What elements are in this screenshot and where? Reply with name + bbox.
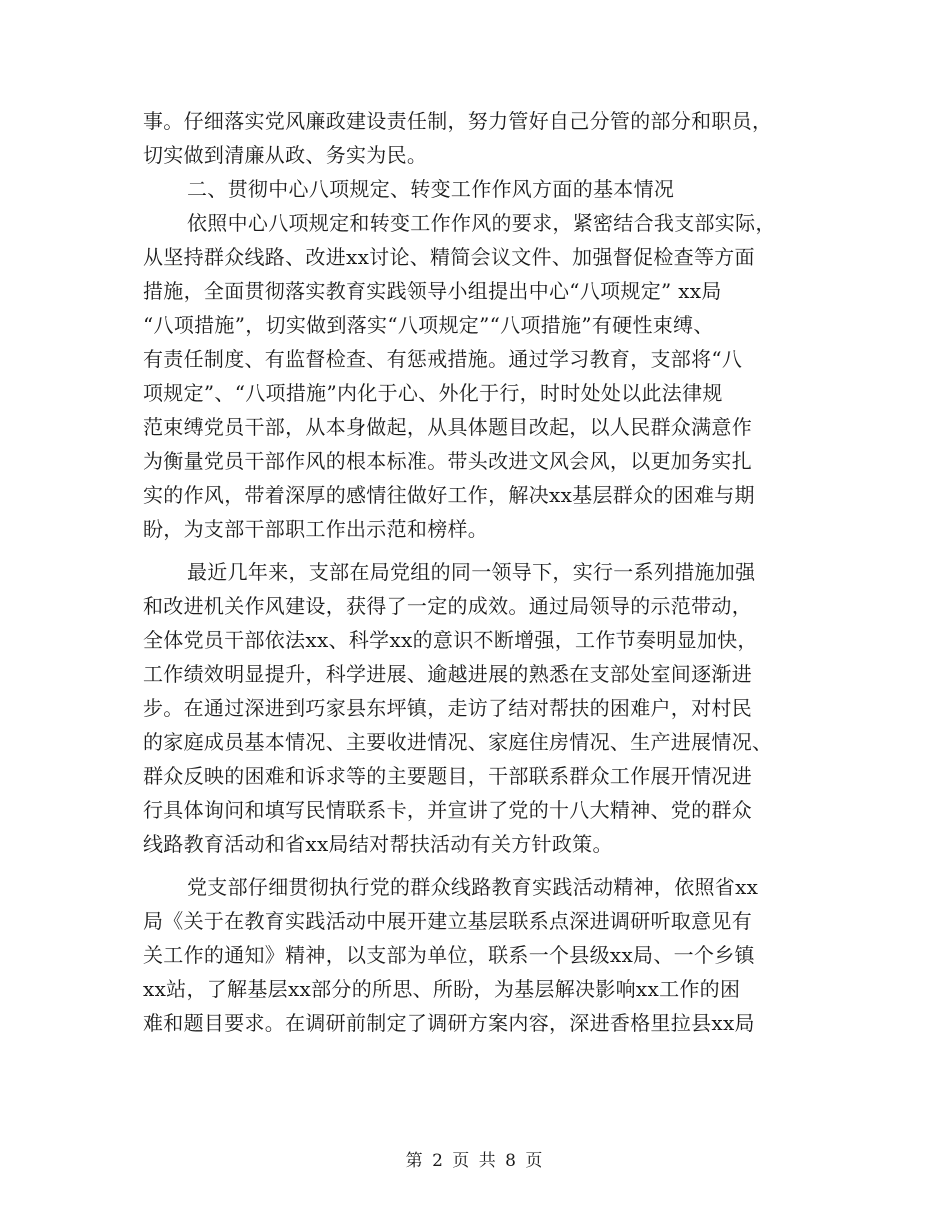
text-line: 难和题目要求。在调研前制定了调研方案内容，深进香格里拉县xx局 xyxy=(143,1011,755,1035)
text-line: 党支部仔细贯彻执行党的群众线路教育实践活动精神，依照省xx xyxy=(187,875,759,899)
text-line: 最近几年来，支部在局党组的同一领导下，实行一系列措施加强 xyxy=(187,560,756,584)
text-line: 群众反映的困难和诉求等的主要题目，干部联系群众工作展开情况进 xyxy=(143,764,752,788)
page-number-footer: 第 2 页 共 8 页 xyxy=(405,1151,545,1171)
text-line: 全体党员干部依法xx、科学xx的意识不断增强，工作节奏明显加快， xyxy=(143,628,758,652)
text-line: 有责任制度、有监督检查、有惩戒措施。通过学习教育，支部将“八 xyxy=(143,347,743,371)
text-line: 线路教育活动和省xx局结对帮扶活动有关方针政策。 xyxy=(143,832,613,856)
text-line: 依照中心八项规定和转变工作作风的要求，紧密结合我支部实际， xyxy=(187,211,776,235)
text-line: 措施，全面贯彻落实教育实践领导小组提出中心“八项规定” xx局 xyxy=(143,279,722,303)
text-line: 工作绩效明显提升，科学进展、逾越进展的熟悉在支部处室间逐渐进 xyxy=(143,662,752,686)
text-line: “八项措施”，切实做到落实“八项规定”“八项措施”有硬性束缚、 xyxy=(143,313,714,337)
text-line: 从坚持群众线路、改进xx讨论、精简会议文件、加强督促检查等方面 xyxy=(143,245,755,269)
text-line: 和改进机关作风建设，获得了一定的成效。通过局领导的示范带动， xyxy=(143,594,752,618)
text-line: 盼，为支部干部职工作出示范和榜样。 xyxy=(143,517,489,541)
text-line: 的家庭成员基本情况、主要收进情况、家庭住房情况、生产进展情况、 xyxy=(143,730,773,754)
text-line: 步。在通过深进到巧家县东坪镇，走访了结对帮扶的困难户，对村民 xyxy=(143,696,752,720)
text-line: 为衡量党员干部作风的根本标准。带头改进文风会风，以更加务实扎 xyxy=(143,449,752,473)
text-line: 事。仔细落实党风廉政建设责任制，努力管好自己分管的部分和职员， xyxy=(143,109,773,133)
text-line: 项规定”、“八项措施”内化于心、外化于行，时时处处以此法律规 xyxy=(143,381,723,405)
text-line: 实的作风，带着深厚的感情往做好工作，解决xx基层群众的困难与期 xyxy=(143,483,755,507)
text-line: 行具体询问和填写民情联系卡，并宣讲了党的十八大精神、党的群众 xyxy=(143,798,752,822)
text-line: 切实做到清廉从政、务实为民。 xyxy=(143,143,428,167)
text-line: 关工作的通知》精神，以支部为单位，联系一个县级xx局、一个乡镇 xyxy=(143,943,755,967)
section-heading: 二、贯彻中心八项规定、转变工作作风方面的基本情况 xyxy=(187,177,675,201)
text-line: xx站，了解基层xx部分的所思、所盼，为基层解决影响xx工作的困 xyxy=(143,977,741,1001)
text-line: 局《关于在教育实践活动中展开建立基层联系点深进调研听取意见有 xyxy=(143,909,752,933)
document-body xyxy=(143,103,803,1039)
text-line: 范束缚党员干部，从本身做起，从具体题目改起，以人民群众满意作 xyxy=(143,415,752,439)
